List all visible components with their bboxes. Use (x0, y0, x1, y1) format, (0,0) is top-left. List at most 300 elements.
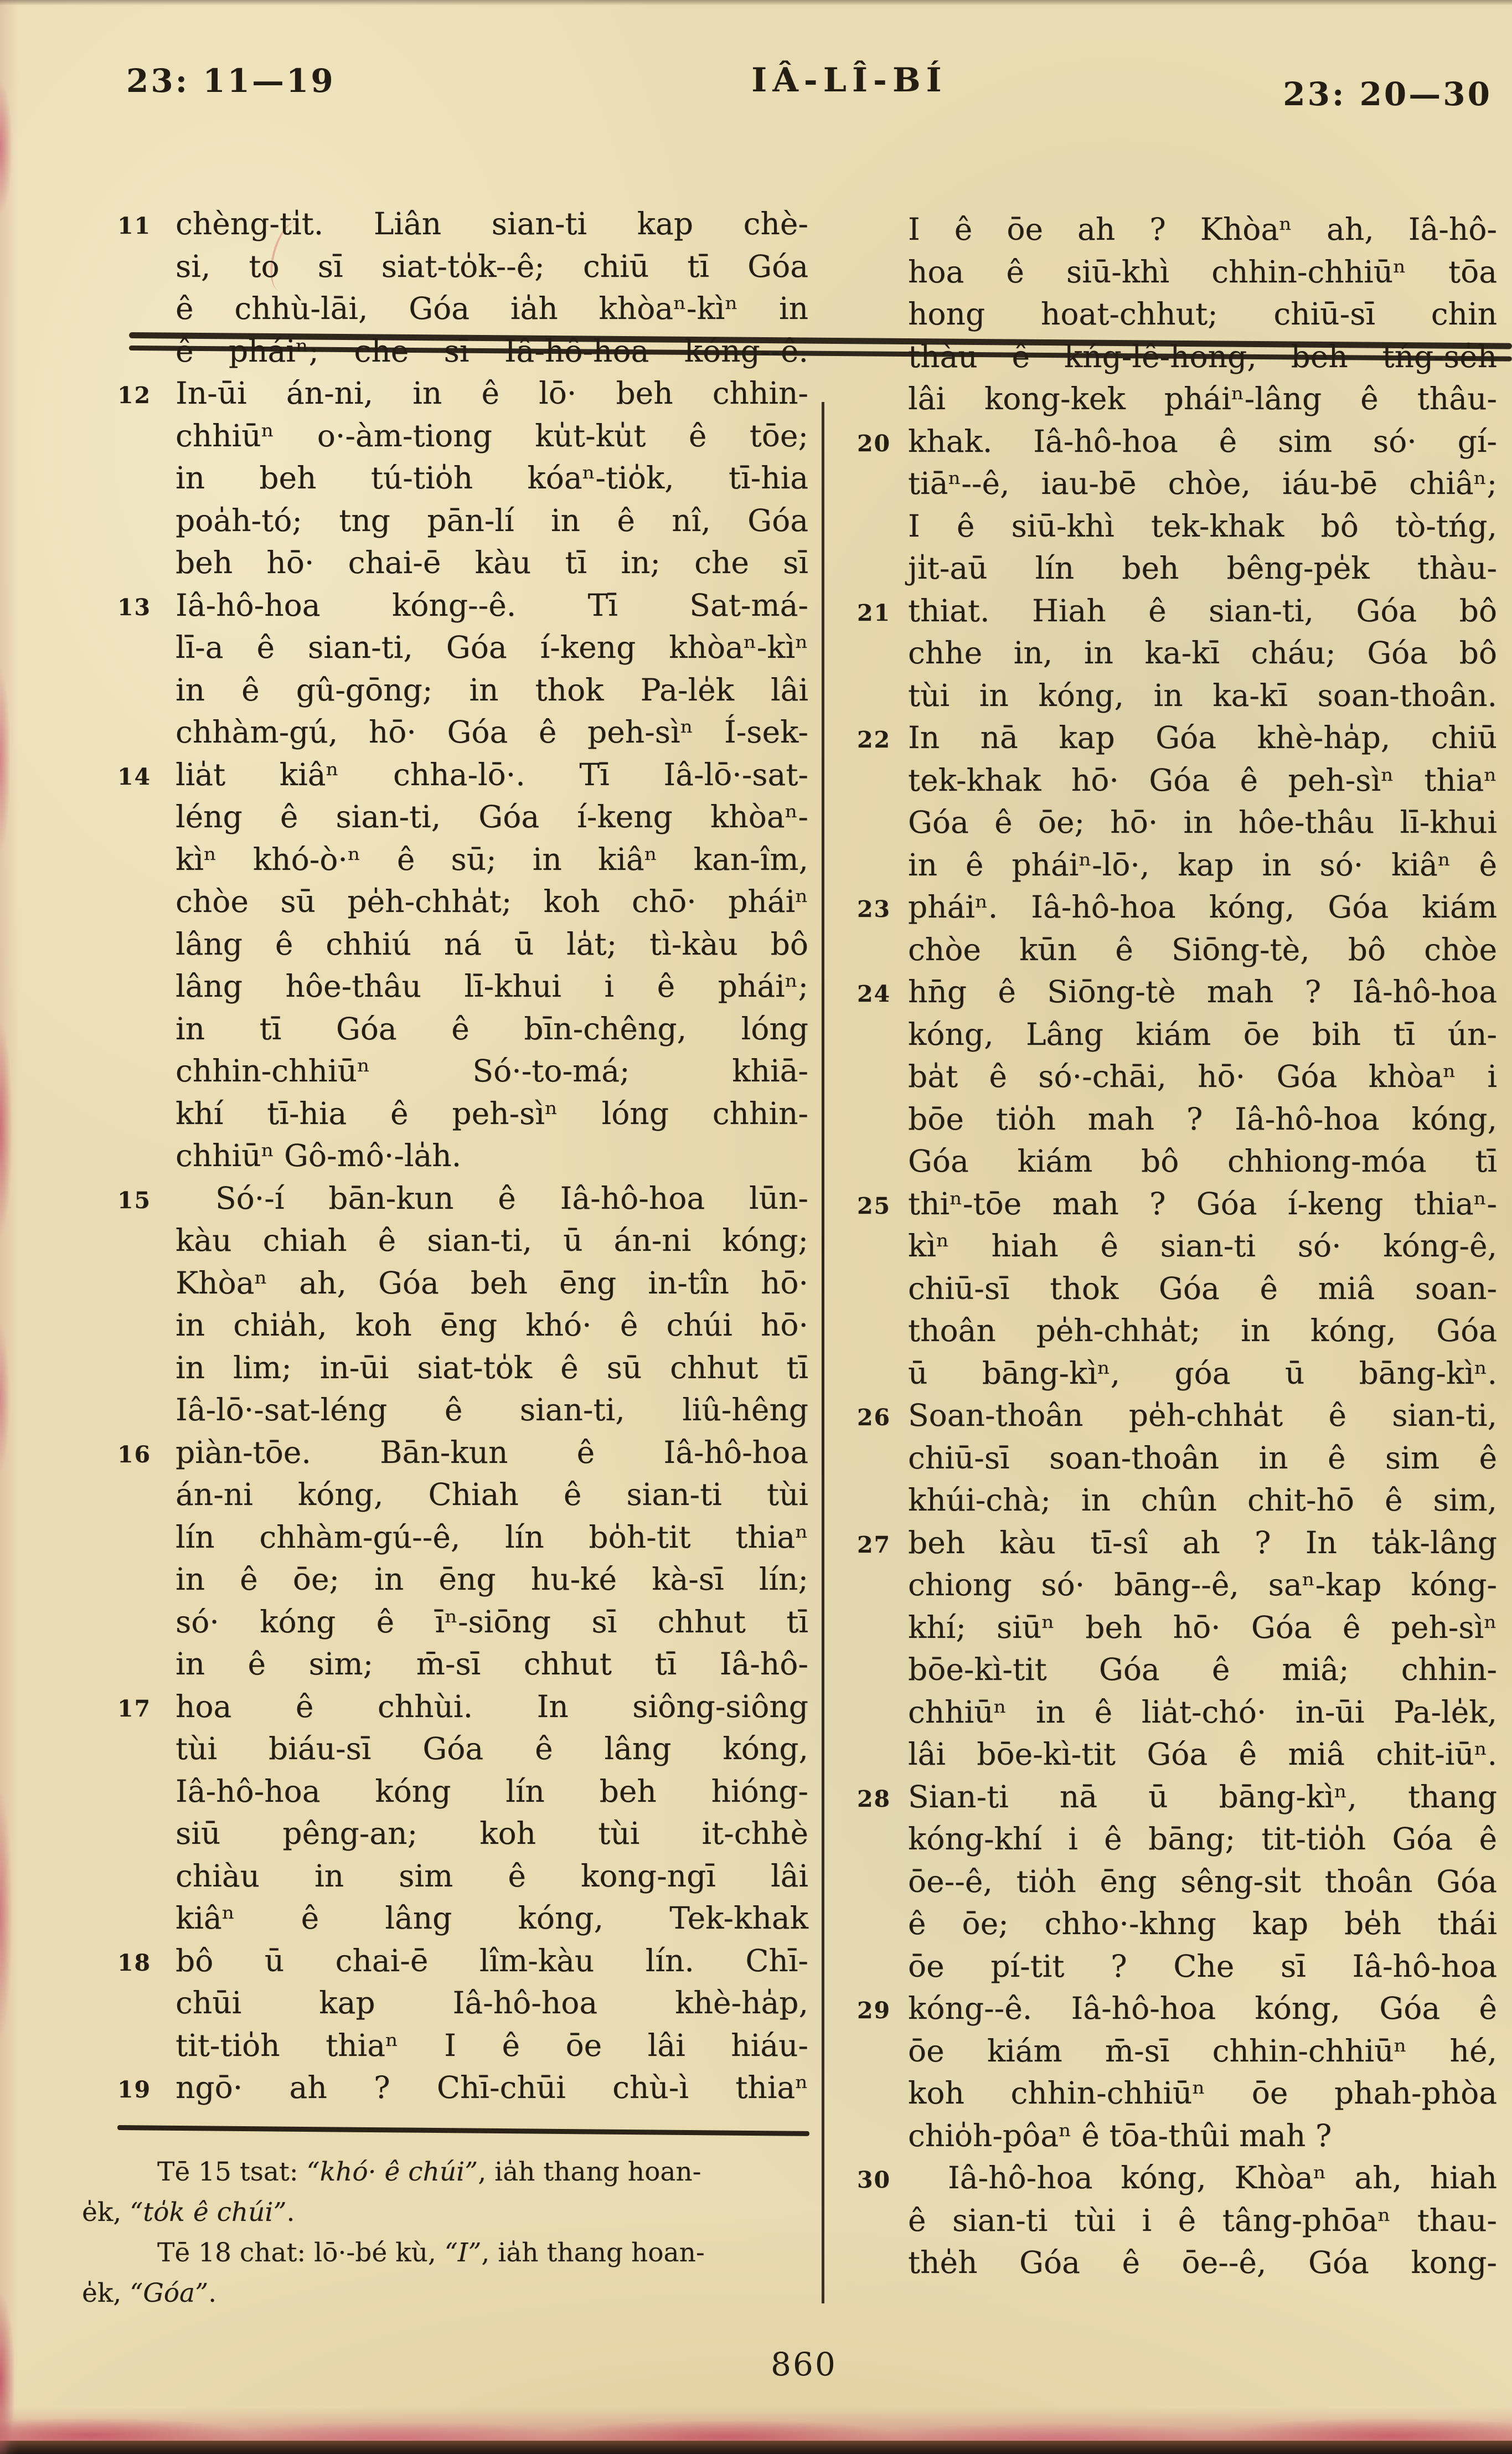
verse-text: pháiⁿ. Iâ-hô-hoa kóng, Góa kiám (908, 889, 1497, 925)
verse-number (857, 1860, 908, 1903)
text-line (117, 1812, 808, 1855)
text-line (117, 203, 808, 245)
verse-text: Só·-í bān-kun ê Iâ-hô-hoa lūn- (215, 1180, 808, 1216)
text-line (857, 929, 1497, 971)
verse-number (857, 1606, 908, 1649)
verse-number (117, 626, 176, 669)
text-line (857, 801, 1497, 844)
footnote-text: . (208, 2278, 217, 2308)
verse-text: chiū-sī thok Góa ê miâ soan- (908, 1270, 1497, 1306)
verse-number (117, 711, 176, 754)
text-line (117, 923, 808, 966)
verse-text: the̍h Góa ê ōe--ê, Góa kong- (908, 2245, 1497, 2280)
text-line (857, 1479, 1497, 1522)
verse-number (117, 1050, 176, 1092)
page-number: 860 (771, 2345, 837, 2383)
text-line (857, 1437, 1497, 1479)
text-line (117, 754, 808, 796)
left-text-column (117, 203, 808, 2109)
verse-number (857, 2241, 908, 2284)
verse-text: chòe sū pe̍h-chha̍t; koh chō· pháiⁿ (176, 884, 808, 919)
footnote-line (82, 2273, 813, 2313)
verse-text: chiong só· bāng--ê, saⁿ-kap kóng- (908, 1567, 1497, 1602)
text-line (857, 1691, 1497, 1734)
text-line (117, 1431, 808, 1474)
verse-text: si, to sī siat-to̍k--ê; chiū tī Góa (176, 248, 808, 284)
verse-number (117, 1135, 176, 1177)
verse-number (117, 1092, 176, 1135)
text-line (117, 1516, 808, 1559)
text-line (117, 245, 808, 288)
header-verse-range-right: 23: 20—30 (1283, 75, 1492, 113)
text-line (857, 1776, 1497, 1818)
verse-number (857, 844, 908, 886)
verse-number (117, 1473, 176, 1516)
verse-text: chio̍h-pôaⁿ ê tōa-thûi mah ? (908, 2117, 1332, 2153)
footnote-text: , ia̍h thang hoan- (478, 2157, 701, 2187)
verse-number (117, 1770, 176, 1813)
text-line (857, 2072, 1497, 2115)
footnote-text: . (286, 2197, 295, 2228)
verse-number (117, 1389, 176, 1431)
text-line (117, 2024, 808, 2067)
verse-text: án-ni kóng, Chiah ê sian-ti tùi (176, 1477, 808, 1512)
verse-number (117, 1008, 176, 1050)
verse-text: ê chhù-lāi, Góa ia̍h khòaⁿ-kìⁿ in (176, 291, 808, 326)
verse-text: ba̍t ê só·-chāi, hō· Góa khòaⁿ i (908, 1059, 1497, 1094)
text-line (857, 1648, 1497, 1691)
verse-text: in lim; in-ūi siat-to̍k ê sū chhut tī (176, 1349, 808, 1385)
verse-text: in ê ōe; in ēng hu-ké kà-sī lín; (176, 1561, 808, 1597)
text-line (117, 1092, 808, 1135)
text-line (117, 1389, 808, 1431)
verse-number (117, 287, 176, 330)
text-line (857, 420, 1497, 463)
verse-text: ê sian-ti tùi i ê tâng-phōaⁿ thau- (908, 2202, 1497, 2238)
text-line (117, 1770, 808, 1813)
text-line (117, 711, 808, 754)
text-line (857, 1945, 1497, 1988)
text-line (857, 1394, 1497, 1437)
verse-text: lâng hôe-thâu lī-khui i ê pháiⁿ; (176, 968, 808, 1004)
text-line (857, 378, 1497, 420)
verse-number (117, 1812, 176, 1855)
verse-text: in ê pháiⁿ-lō·, kap in só· kiâⁿ ê (908, 847, 1497, 883)
page-edge-dark-bottom (0, 2441, 1512, 2454)
text-line (117, 542, 808, 584)
text-line (857, 674, 1497, 717)
text-line (857, 590, 1497, 632)
verse-text: kóng, Lâng kiám ōe bih tī ún- (908, 1016, 1497, 1052)
verse-number: 29 (857, 1997, 891, 2024)
verse-text: beh hō· chai-ē kàu tī in; che sī (176, 545, 808, 580)
verse-number (857, 336, 908, 378)
text-line (857, 759, 1497, 802)
text-line (857, 1564, 1497, 1606)
verse-number (857, 1098, 908, 1141)
verse-text: poa̍h-tó; tng pān-lí in ê nî, Góa (176, 502, 808, 538)
verse-number (857, 1903, 908, 1945)
footnote-text: Tē 15 tsat: (157, 2157, 307, 2187)
verse-text: tùi in kóng, in ka-kī soan-thoân. (908, 677, 1497, 713)
verse-number: 27 (857, 1531, 891, 1558)
text-line (117, 669, 808, 712)
verse-text: ōe--ê, tio̍h ēng sêng-si̍t thoân Góa (908, 1863, 1497, 1899)
footnote-quoted-term: “to̍k ê chúi” (130, 2197, 287, 2228)
verse-text: Iâ-lō·-sat-léng ê sian-ti, liû-hêng (176, 1392, 808, 1427)
verse-text: Iâ-hô-hoa kóng--ê. Tī Sat-má- (176, 587, 808, 623)
text-line (857, 547, 1497, 590)
text-line (117, 838, 808, 881)
verse-number (117, 1219, 176, 1262)
text-line (117, 1728, 808, 1770)
footnote-line (82, 2152, 813, 2192)
verse-text: kiâⁿ ê lâng kóng, Tek-khak (176, 1900, 808, 1936)
verse-text: ê ōe; chho·-khng kap be̍h thái (908, 1906, 1497, 1941)
text-line (857, 505, 1497, 548)
verse-text: khí; siūⁿ beh hō· Góa ê peh-sìⁿ (908, 1609, 1497, 1645)
verse-text: Khòaⁿ ah, Góa beh ēng in-tîn hō· (176, 1265, 808, 1301)
verse-number: 24 (857, 981, 891, 1007)
verse-number (117, 838, 176, 881)
verse-number (857, 293, 908, 336)
text-line (117, 626, 808, 669)
verse-number (857, 929, 908, 971)
verse-text: khak. Iâ-hô-hoa ê sim só· gí- (908, 423, 1497, 459)
verse-number (117, 923, 176, 966)
verse-number (857, 2072, 908, 2115)
verse-number (117, 1558, 176, 1601)
text-line (117, 1050, 808, 1092)
text-line (117, 1135, 808, 1177)
verse-number (117, 880, 176, 923)
text-line (117, 796, 808, 838)
verse-number: 21 (857, 599, 891, 626)
verse-number (117, 330, 176, 373)
verse-number (117, 965, 176, 1008)
verse-text: ū bāng-kìⁿ, góa ū bāng-kìⁿ. (908, 1355, 1497, 1391)
verse-number (117, 542, 176, 584)
text-line (117, 287, 808, 330)
verse-text: thiⁿ-tōe mah ? Góa í-keng thiaⁿ- (908, 1185, 1497, 1221)
verse-text: léng ê sian-ti, Góa í-keng khòaⁿ- (176, 799, 808, 834)
verse-text: kóng--ê. Iâ-hô-hoa kóng, Góa ê (908, 1991, 1497, 2026)
verse-text: chūi kap Iâ-hô-hoa khè-ha̍p, (176, 1985, 808, 2020)
text-line (117, 1473, 808, 1516)
verse-number (857, 2199, 908, 2242)
text-line (117, 457, 808, 499)
verse-number (857, 1437, 908, 1479)
text-line (857, 1267, 1497, 1310)
text-line (857, 2115, 1497, 2157)
footnote-text: , ia̍h thang hoan- (481, 2238, 705, 2268)
verse-number (117, 1601, 176, 1643)
verse-text: tit-tio̍h thiaⁿ I ê ōe lâi hiáu- (176, 2027, 808, 2063)
text-line (117, 880, 808, 923)
verse-number: 16 (117, 1441, 152, 1468)
verse-text: I ê siū-khì tek-khak bô tò-tńg, (908, 508, 1497, 544)
text-line (117, 1685, 808, 1728)
text-line (117, 1347, 808, 1389)
text-line (857, 251, 1497, 293)
verse-number (857, 1310, 908, 1352)
verse-text: hoa ê chhùi. In siông-siông (176, 1688, 808, 1724)
verse-number (117, 796, 176, 838)
right-text-column (857, 208, 1497, 2284)
verse-number: 18 (117, 1949, 152, 1976)
text-line (857, 1225, 1497, 1267)
verse-text: tùi biáu-sī Góa ê lâng kóng, (176, 1731, 808, 1766)
verse-text: hn̄g ê Siōng-tè mah ? Iâ-hô-hoa (908, 974, 1497, 1009)
verse-text: ngō· ah ? Chī-chūi chù-ì thiaⁿ (176, 2070, 808, 2105)
verse-number (857, 1818, 908, 1860)
verse-text: só· kóng ê īⁿ-siōng sī chhut tī (176, 1604, 808, 1640)
verse-text: kàu chiah ê sian-ti, ū án-ni kóng; (176, 1223, 808, 1258)
verse-number (117, 1855, 176, 1898)
verse-number (857, 1267, 908, 1310)
footnote-text: e̍k, (82, 2278, 130, 2308)
footnote-text: e̍k, (82, 2197, 130, 2228)
text-line (857, 2157, 1497, 2199)
verse-number (117, 245, 176, 288)
verse-number (857, 1479, 908, 1522)
verse-text: lâi kong-kek pháiⁿ-lâng ê thâu- (908, 381, 1497, 416)
text-line (857, 1352, 1497, 1395)
verse-number: 26 (857, 1404, 891, 1431)
text-line (117, 1897, 808, 1940)
text-line (857, 1818, 1497, 1860)
verse-number (857, 1013, 908, 1056)
text-line (117, 1855, 808, 1898)
text-line (857, 1013, 1497, 1056)
verse-text: Sian-ti nā ū bāng-kìⁿ, thang (908, 1778, 1497, 1814)
verse-number: 15 (117, 1187, 152, 1214)
text-line (117, 1219, 808, 1262)
text-line (117, 1177, 808, 1220)
verse-number (117, 669, 176, 712)
text-line (857, 1140, 1497, 1183)
verse-text: bōe-kì-tit Góa ê miâ; chhin- (908, 1652, 1497, 1687)
text-line (857, 632, 1497, 674)
verse-text: kóng-khí i ê bāng; tit-tio̍h Góa ê (908, 1821, 1497, 1857)
verse-text: thoân pe̍h-chha̍t; in kóng, Góa (908, 1313, 1497, 1348)
verse-number (857, 1055, 908, 1098)
verse-number (857, 1225, 908, 1267)
text-line (857, 293, 1497, 336)
page-title: IÂ-LÎ-BÍ (751, 61, 947, 100)
verse-number (117, 1304, 176, 1347)
verse-number: 25 (857, 1192, 891, 1219)
verse-text: hoa ê siū-khì chhin-chhiūⁿ tōa (908, 254, 1497, 290)
verse-number (117, 2024, 176, 2067)
verse-number (857, 1733, 908, 1776)
text-line (857, 1606, 1497, 1649)
verse-number (857, 378, 908, 420)
verse-number: 28 (857, 1785, 891, 1812)
verse-text: Soan-thoân pe̍h-chha̍t ê sian-ti, (908, 1398, 1497, 1433)
text-line (117, 1008, 808, 1050)
verse-number: 20 (857, 430, 891, 457)
column-divider-rule (822, 402, 824, 2303)
verse-text: Iâ-hô-hoa kóng lín beh hióng- (176, 1773, 808, 1809)
verse-number (857, 2115, 908, 2157)
verse-text: chhin-chhiūⁿ Só·-to-má; khiā- (176, 1053, 808, 1089)
text-line (857, 1310, 1497, 1352)
verse-number (857, 759, 908, 802)
verse-text: Góa kiám bô chhiong-móa tī (908, 1143, 1497, 1179)
text-line (857, 1098, 1497, 1141)
verse-text: in chia̍h, koh ēng khó· ê chúi hō· (176, 1307, 808, 1343)
verse-text: lâng ê chhiú ná ū la̍t; tì-kàu bô (176, 926, 808, 962)
text-line (857, 1055, 1497, 1098)
verse-text: chhàm-gú, hō· Góa ê peh-sìⁿ Í-sek- (176, 714, 808, 750)
verse-number: 12 (117, 382, 152, 409)
verse-text: piàn-tōe. Bān-kun ê Iâ-hô-hoa (176, 1434, 808, 1470)
verse-text: chhe in, in ka-kī cháu; Góa bô (908, 635, 1497, 671)
verse-number (117, 1516, 176, 1559)
verse-number (857, 547, 908, 590)
verse-text: bô ū chai-ē lîm-kàu lín. Chī- (176, 1942, 808, 1978)
verse-number (117, 1347, 176, 1389)
footnote-line (82, 2192, 813, 2233)
verse-text: lín chhàm-gú--ê, lín bo̍h-tit thiaⁿ (176, 1519, 808, 1555)
text-line (857, 208, 1497, 251)
text-line (857, 1860, 1497, 1903)
text-line (857, 971, 1497, 1013)
verse-number (857, 801, 908, 844)
text-line (117, 584, 808, 627)
text-line (857, 716, 1497, 759)
verse-text: chhiūⁿ o·-àm-tiong ku̍t-ku̍t ê tōe; (176, 417, 808, 453)
text-line (857, 1903, 1497, 1945)
verse-text: khúi-chà; in chûn chit-hō ê sim, (908, 1482, 1497, 1518)
verse-number (117, 1262, 176, 1305)
verse-text: in tī Góa ê bīn-chêng, lóng (176, 1011, 808, 1046)
verse-number (857, 674, 908, 717)
verse-number (857, 208, 908, 251)
verse-number: 19 (117, 2076, 152, 2103)
verse-number: 14 (117, 763, 152, 790)
verse-number (857, 1691, 908, 1734)
page-edge-pink-bottom (0, 2407, 1512, 2445)
footnote-line (82, 2233, 813, 2273)
verse-text: chiū-sī soan-thoân in ê sim ê (908, 1440, 1497, 1476)
verse-number (857, 462, 908, 505)
verse-number (857, 632, 908, 674)
text-line (117, 2066, 808, 2109)
verse-text: ōe pí-tit ? Che sī Iâ-hô-hoa (908, 1948, 1497, 1984)
verse-text: lâi bōe-kì-tit Góa ê miâ chit-iūⁿ. (908, 1736, 1497, 1772)
verse-number: 13 (117, 594, 152, 621)
verse-number: 11 (117, 213, 152, 239)
verse-text: tek-khak hō· Góa ê peh-sìⁿ thiaⁿ (908, 762, 1497, 798)
text-line (857, 844, 1497, 886)
footnote-separator-rule (117, 2125, 809, 2136)
text-line (857, 462, 1497, 505)
verse-text: chhiūⁿ Gô-mô·-la̍h. (176, 1138, 462, 1173)
verse-text: In-ūi án-ni, in ê lō· beh chhin- (176, 375, 808, 411)
text-line (117, 1982, 808, 2024)
verse-number (117, 1643, 176, 1685)
text-line (117, 1262, 808, 1305)
text-line (117, 1643, 808, 1685)
verse-number: 22 (857, 726, 891, 753)
text-line (857, 1987, 1497, 2030)
text-line (117, 965, 808, 1008)
text-line (857, 2199, 1497, 2242)
verse-text: bōe tio̍h mah ? Iâ-hô-hoa kóng, (908, 1101, 1497, 1137)
text-line (857, 2030, 1497, 2073)
text-line (857, 886, 1497, 929)
header-verse-range-left: 23: 11—19 (126, 62, 336, 100)
footnote-quoted-term: “I” (444, 2238, 482, 2268)
verse-number (857, 251, 908, 293)
verse-number (857, 1564, 908, 1606)
verse-text: siū pêng-an; koh tùi it-chhè (176, 1816, 808, 1851)
verse-number (857, 505, 908, 548)
verse-number: 23 (857, 896, 891, 922)
verse-number (857, 1648, 908, 1691)
verse-number (117, 1982, 176, 2024)
verse-text: thiat. Hiah ê sian-ti, Góa bô (908, 592, 1497, 628)
verse-text: chòe kūn ê Siōng-tè, bô chòe (908, 931, 1497, 967)
text-line (117, 1940, 808, 1982)
verse-number: 17 (117, 1695, 152, 1722)
verse-text: Iâ-hô-hoa kóng, Khòaⁿ ah, hiah (948, 2160, 1497, 2195)
verse-number (117, 457, 176, 499)
verse-text: ōe kiám m̄-sī chhin-chhiūⁿ hé, (908, 2033, 1497, 2069)
text-line (857, 1183, 1497, 1225)
verse-text: Góa ê ōe; hō· in hôe-thâu lī-khui (908, 805, 1497, 840)
verse-number (857, 1945, 908, 1988)
verse-text: in beh tú-tio̍h kóaⁿ-tio̍k, tī-hia (176, 460, 808, 496)
text-line (857, 1522, 1497, 1564)
text-line (117, 1601, 808, 1643)
verse-text: chèng-ti̍t. Liân sian-ti kap chè- (176, 206, 808, 241)
verse-text: chhiūⁿ in ê lia̍t-chó· in-ūi Pa-le̍k, (908, 1694, 1497, 1730)
footnote-quoted-term: “Góa” (130, 2278, 209, 2308)
text-line (117, 330, 808, 373)
verse-text: khí tī-hia ê peh-sìⁿ lóng chhin- (176, 1095, 808, 1131)
verse-text: kìⁿ hiah ê sian-ti só· kóng-ê, (908, 1228, 1497, 1264)
footnote-text: Tē 18 chat: lō·-bé kù, (157, 2238, 445, 2268)
verse-text: thàu ê kńg-lê-hong, beh tńg-se̍h (908, 338, 1497, 374)
footnote-quoted-term: “khó· ê chúi” (306, 2157, 478, 2187)
text-line (857, 336, 1497, 378)
text-line (857, 2241, 1497, 2284)
verse-number (857, 1140, 908, 1183)
verse-text: kìⁿ khó-ò·ⁿ ê sū; in kiâⁿ kan-îm, (176, 841, 808, 877)
text-line (117, 415, 808, 457)
text-line (117, 499, 808, 542)
text-line (117, 372, 808, 415)
page-edge-pink-left (0, 0, 19, 2454)
verse-number (857, 2030, 908, 2073)
verse-text: In nā kap Góa khè-ha̍p, chiū (908, 720, 1497, 755)
verse-text: I ê ōe ah ? Khòaⁿ ah, Iâ-hô- (908, 212, 1497, 247)
running-header (0, 0, 1512, 122)
verse-number (117, 499, 176, 542)
verse-text: lia̍t kiâⁿ chha-lō·. Tī Iâ-lō·-sat- (176, 756, 808, 792)
verse-text: ê pháiⁿ; che sī Iâ-hô-hoa kóng--ê. (176, 333, 808, 369)
verse-text: hong hoat-chhut; chiū-sī chin (908, 296, 1497, 332)
verse-text: chiàu in sim ê kong-ngī lâi (176, 1858, 808, 1894)
verse-number (857, 1352, 908, 1395)
verse-number (117, 1728, 176, 1770)
verse-text: in ê sim; m̄-sī chhut tī Iâ-hô- (176, 1646, 808, 1682)
footnotes-block (82, 2152, 813, 2313)
verse-text: ji̍t-aū lín beh bêng-pe̍k thàu- (908, 550, 1497, 586)
